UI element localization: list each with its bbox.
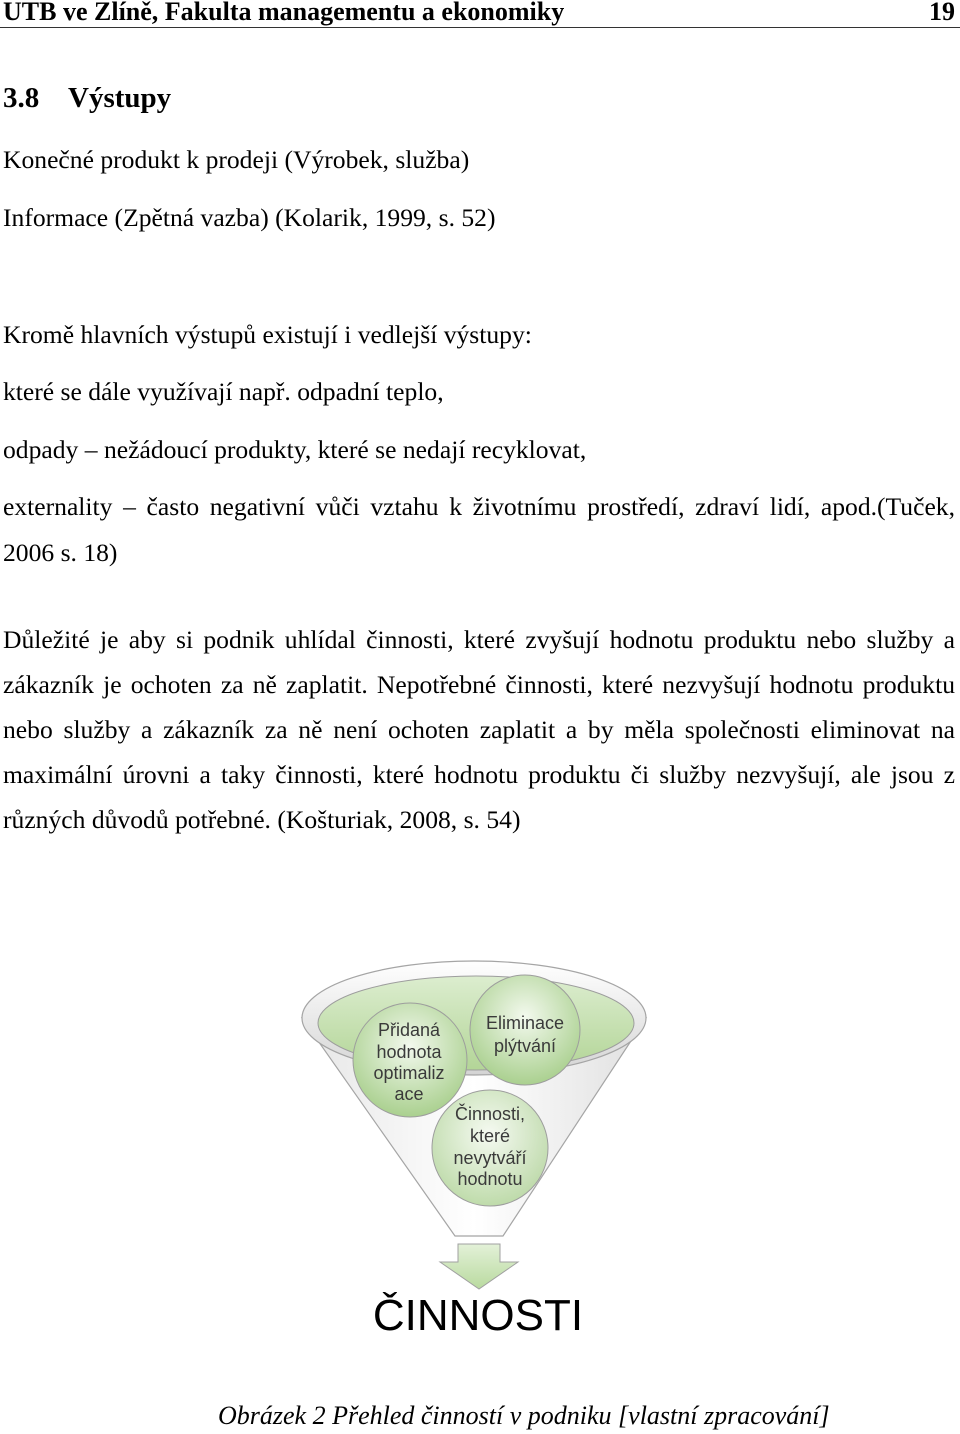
circle-label-line: Přidaná	[377, 1020, 441, 1040]
circle-label-line: Eliminace	[485, 1013, 565, 1033]
secondary-outputs-intro: Kromě hlavních výstupů existují i vedlejší výstupy:	[3, 320, 532, 349]
page-number: 19	[929, 0, 955, 26]
main-output-line: Konečné produkt k prodeji (Výrobek, služba)	[3, 145, 470, 174]
secondary-output-line: 2006 s. 18)	[3, 538, 118, 567]
paragraph-line: maximální úrovni a taky činnosti, které hodnotu produktu či služby nezvyšují, ale jsou z	[3, 760, 955, 789]
circle-waste-elimination	[470, 975, 580, 1085]
circle-label-line: hodnotu	[457, 1169, 523, 1189]
circle-label-line: nevytváří	[453, 1148, 527, 1168]
paragraph-line: nebo služby a zákazník za ně není ochoten zaplatit a by měla společnosti eliminovat na	[3, 715, 955, 744]
circle-label-line: které	[469, 1126, 511, 1146]
secondary-output-line: externality – často negativní vůči vztahu k životnímu prostředí, zdraví lidí, apod.(Tuček,	[3, 492, 955, 521]
circle-label-line: Činnosti,	[454, 1104, 526, 1124]
funnel-output-label: ČINNOSTI	[372, 1291, 584, 1340]
running-header-title: UTB ve Zlíně, Fakulta managementu a ekonomiky	[3, 0, 565, 26]
circle-label-line: plýtvání	[493, 1036, 557, 1056]
secondary-output-line: odpady – nežádoucí produkty, které se nedají recyklovat,	[3, 435, 587, 464]
circle-label-line: hodnota	[376, 1042, 442, 1062]
down-arrow-icon	[440, 1244, 518, 1289]
paragraph-line: Důležité je aby si podnik uhlídal činnosti, které zvyšují hodnotu produktu nebo služby a	[3, 625, 955, 654]
figure-caption: Obrázek 2 Přehled činností v podniku [vlastní zpracování]	[218, 1401, 830, 1430]
main-output-line: Informace (Zpětná vazba) (Kolarik, 1999, s. 52)	[3, 203, 496, 232]
header-rule	[0, 27, 960, 28]
paragraph-line: různých důvodů potřebné. (Košturiak, 2008, s. 54)	[3, 805, 521, 834]
circle-value-added	[353, 1003, 467, 1117]
circle-non-value-activities	[432, 1090, 548, 1206]
secondary-output-line: které se dále využívají např. odpadní teplo,	[3, 377, 444, 406]
circle-label-line: ace	[394, 1084, 424, 1104]
circle-label-line: optimaliz	[373, 1063, 445, 1083]
activities-funnel-diagram	[290, 950, 670, 1340]
paragraph-line: zákazník je ochoten za ně zaplatit. Nepotřebné činnosti, které nezvyšují hodnotu produktu	[3, 670, 955, 699]
section-title: Výstupy	[68, 82, 172, 114]
section-number: 3.8	[3, 82, 40, 114]
